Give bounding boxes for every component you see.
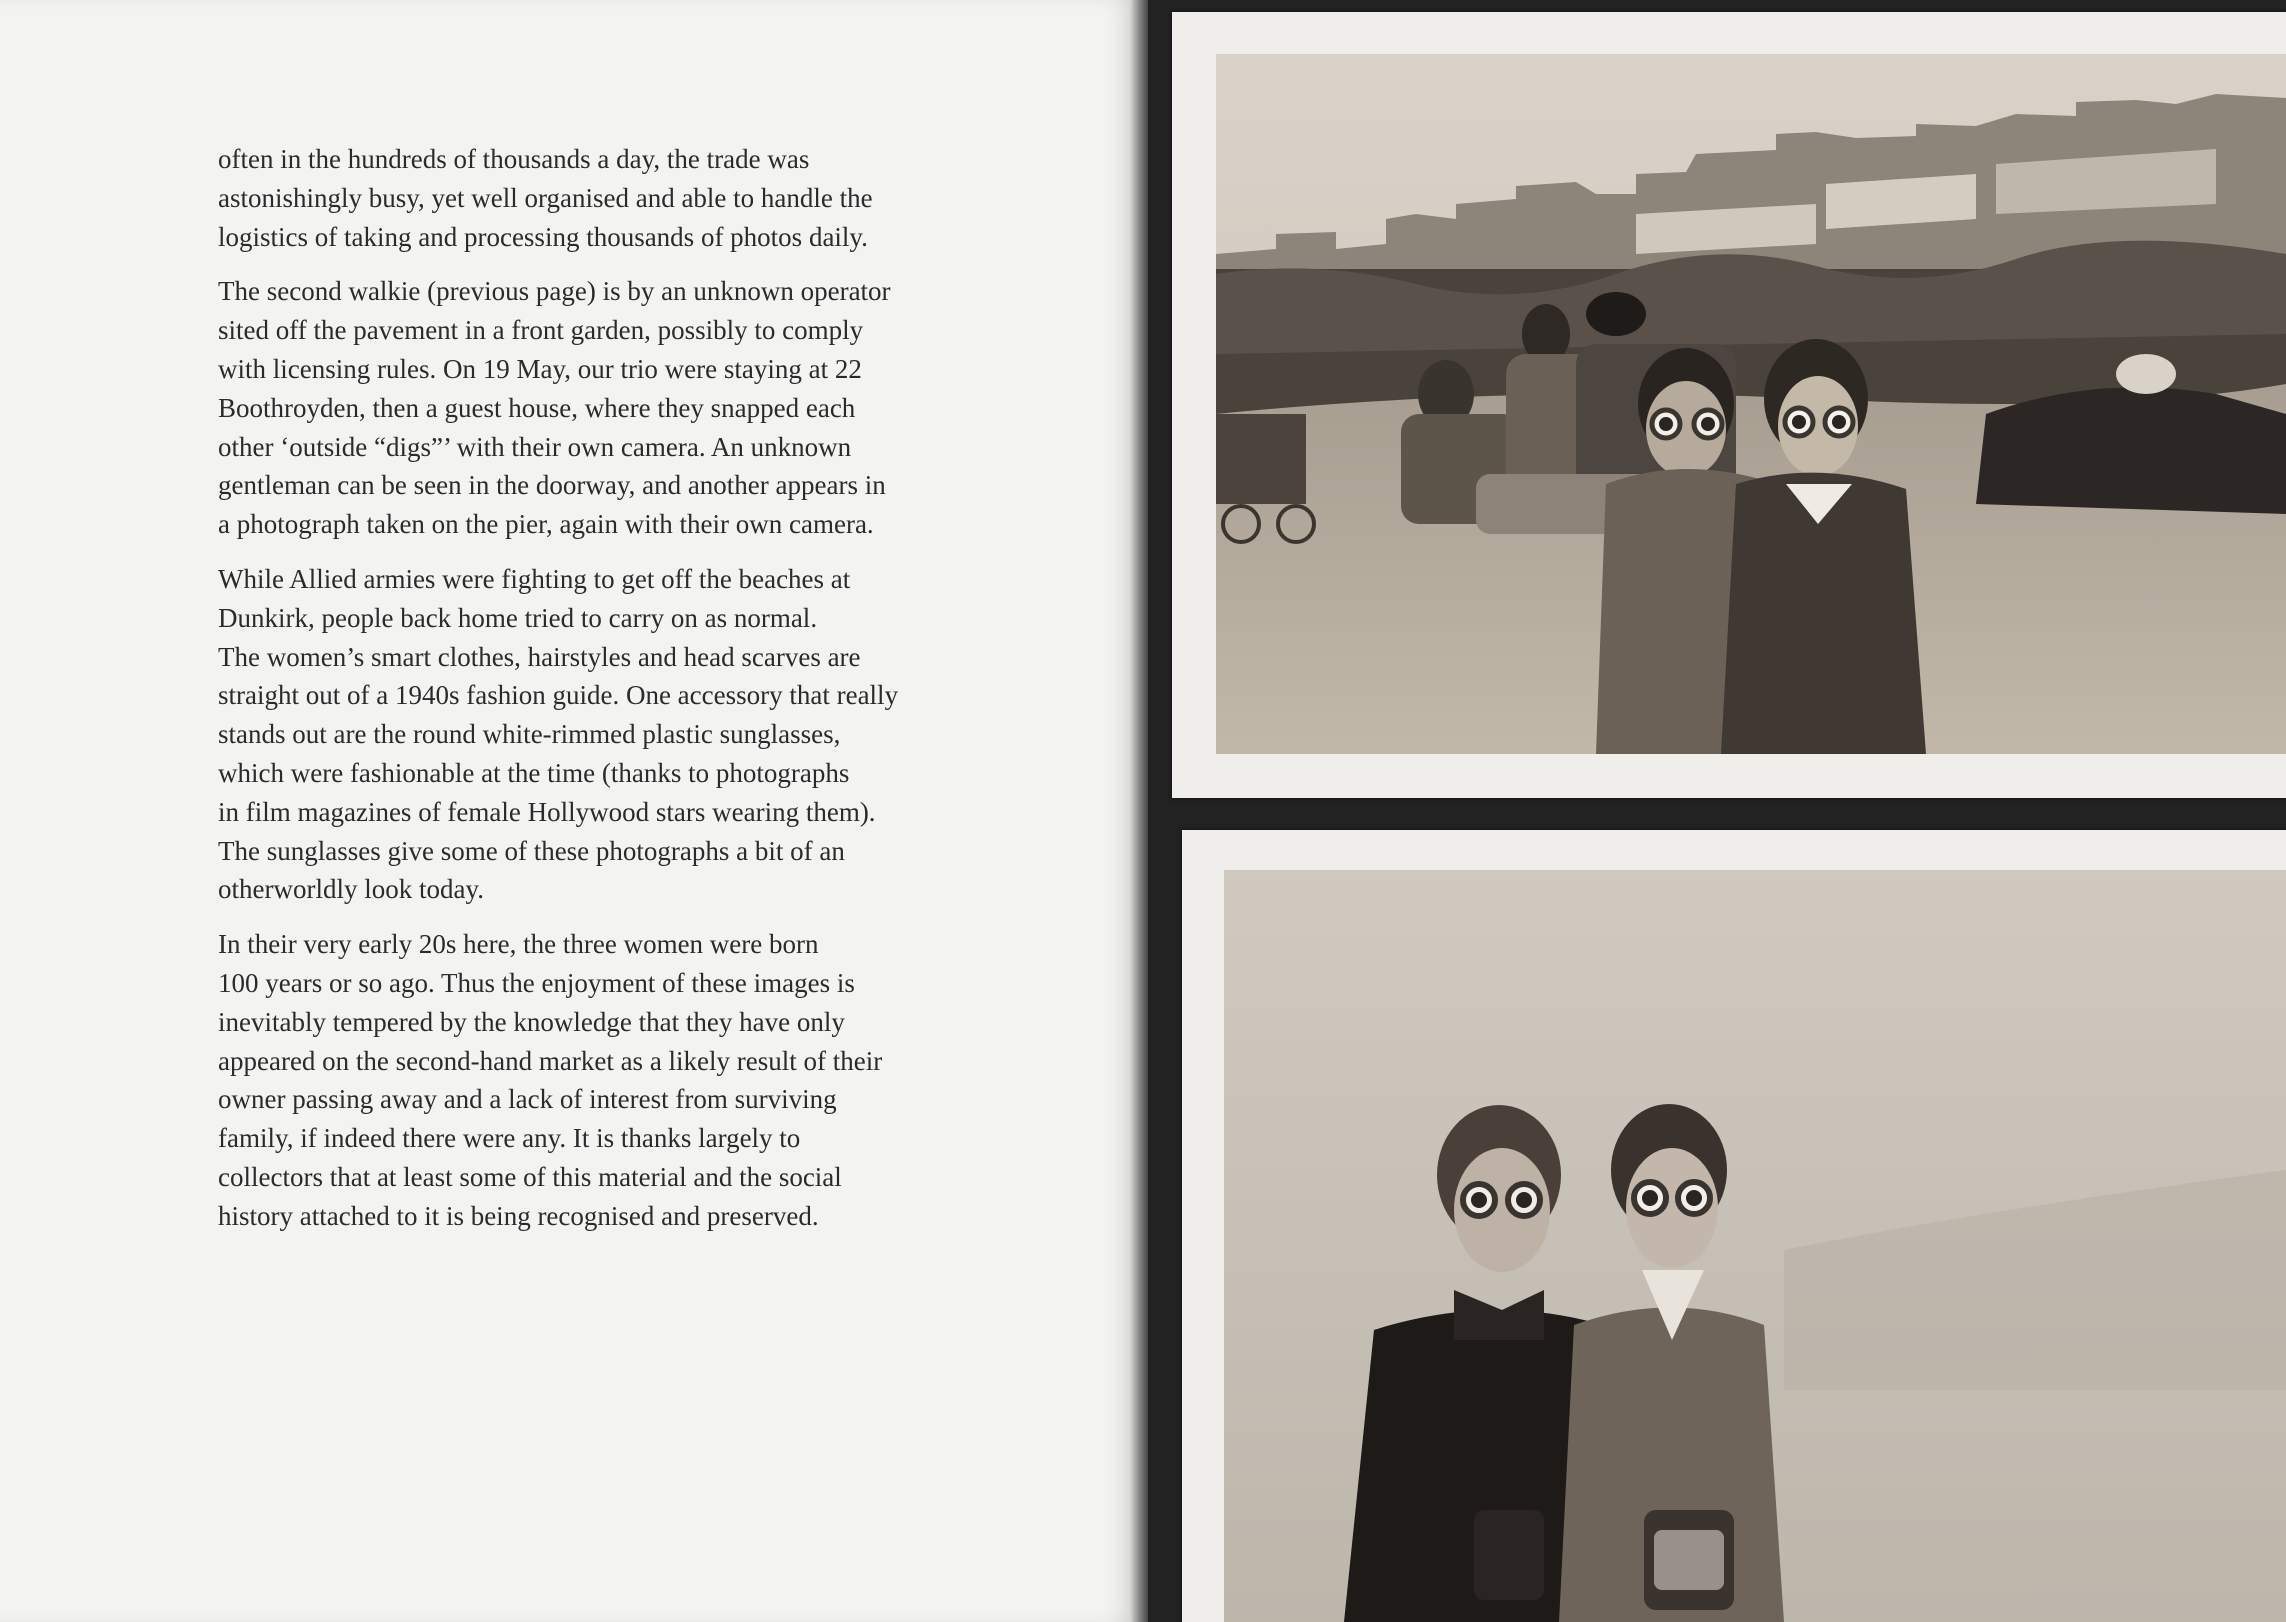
photo-beach-crowd-frame	[1172, 12, 2286, 798]
text-line: The second walkie (previous page) is by an unknown operator	[218, 276, 891, 307]
text-line: 100 years or so ago. Thus the enjoyment of these images is	[218, 967, 855, 998]
text-line: Dunkirk, people back home tried to carry on as normal.	[218, 602, 818, 633]
body-text	[218, 140, 998, 1252]
text-line: While Allied armies were fighting to get off the beaches at	[218, 563, 851, 594]
paragraph	[218, 925, 998, 1235]
text-line: gentleman can be seen in the doorway, and another appears in	[218, 470, 886, 501]
text-line: logistics of taking and processing thousands of photos daily.	[218, 221, 868, 252]
text-line: astonishingly busy, yet well organised and able to handle the	[218, 182, 873, 213]
text-line: The sunglasses give some of these photographs a bit of an	[218, 835, 845, 866]
text-line: owner passing away and a lack of interest from surviving	[218, 1084, 837, 1115]
paragraph	[218, 140, 998, 256]
photo-beach-crowd	[1216, 54, 2286, 754]
two-women-image	[1224, 870, 2286, 1622]
text-line: history attached to it is being recognised and preserved.	[218, 1200, 819, 1231]
beach-crowd-image	[1216, 54, 2286, 754]
text-line: with licensing rules. On 19 May, our trio were staying at 22	[218, 353, 862, 384]
text-line: The women’s smart clothes, hairstyles and head scarves are	[218, 641, 861, 672]
text-line: a photograph taken on the pier, again with their own camera.	[218, 509, 874, 540]
text-line: inevitably tempered by the knowledge that they have only	[218, 1006, 845, 1037]
text-line: stands out are the round white-rimmed plastic sunglasses,	[218, 719, 841, 750]
text-page	[0, 0, 1135, 1622]
text-line: sited off the pavement in a front garden, possibly to comply	[218, 315, 864, 346]
paragraph	[218, 560, 998, 909]
text-line: In their very early 20s here, the three women were born	[218, 929, 819, 960]
paragraph	[218, 272, 998, 544]
photo-two-women	[1224, 870, 2286, 1622]
text-line: appeared on the second-hand market as a likely result of their	[218, 1045, 883, 1076]
text-line: in film magazines of female Hollywood stars wearing them).	[218, 796, 876, 827]
text-line: which were fashionable at the time (thanks to photographs	[218, 757, 850, 788]
text-line: often in the hundreds of thousands a day, the trade was	[218, 144, 810, 174]
photo-two-women-frame	[1182, 830, 2286, 1622]
text-line: otherworldly look today.	[218, 874, 484, 905]
text-line: collectors that at least some of this material and the social	[218, 1161, 842, 1192]
text-line: straight out of a 1940s fashion guide. One accessory that really	[218, 680, 899, 711]
text-line: family, if indeed there were any. It is thanks largely to	[218, 1123, 801, 1154]
text-line: other ‘outside “digs”’ with their own camera. An unknown	[218, 431, 852, 462]
text-line: Boothroyden, then a guest house, where they snapped each	[218, 392, 856, 423]
